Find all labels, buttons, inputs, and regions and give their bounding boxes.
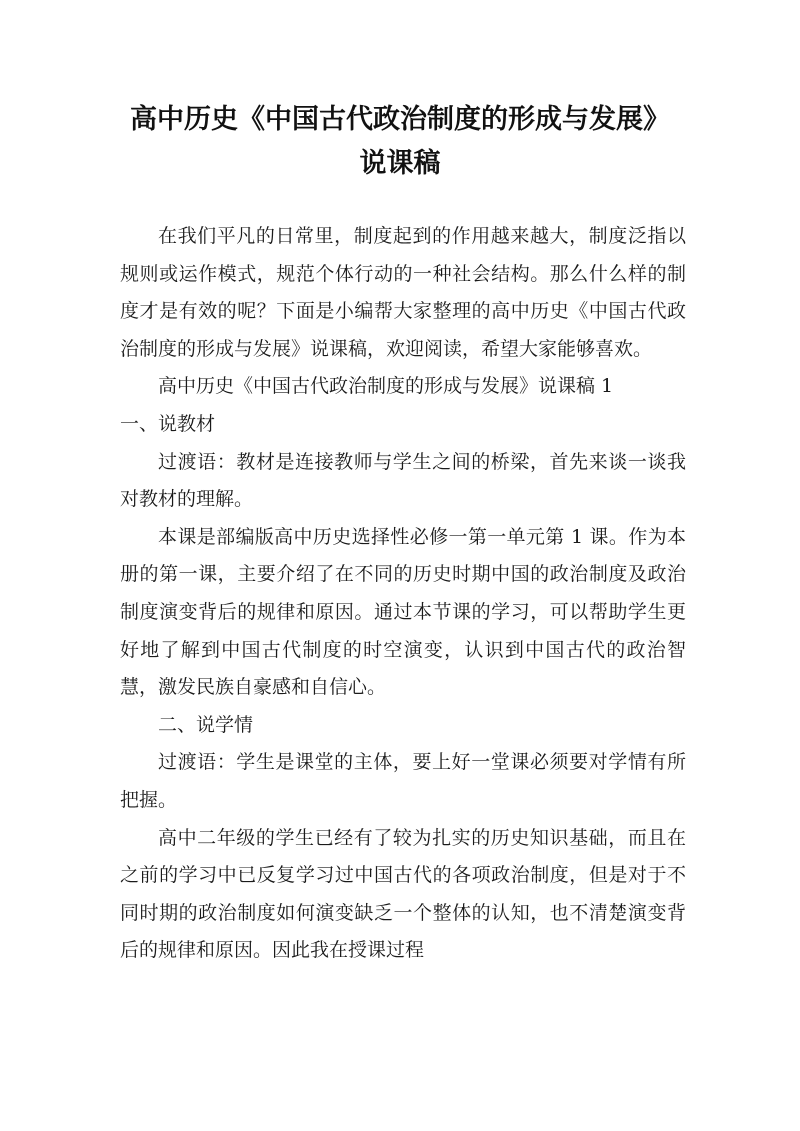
transition-paragraph-students: 过渡语：学生是课堂的主体，要上好一堂课必须要对学情有所把握。 <box>120 751 686 811</box>
students-paragraph: 高中二年级的学生已经有了较为扎实的历史知识基础，而且在之前的学习中已反复学习过中国古代的各项政治制度，但是对于不同时期的政治制度如何演变缺乏一个整体的认知，也不清楚演变背后的规律和原因。因此我在授课过程 <box>120 826 686 962</box>
textbook-paragraph: 本课是部编版高中历史选择性必修一第一单元第 1 课。作为本册的第一课，主要介绍了在不同的历史时期中国的政治制度及政治制度演变背后的规律和原因。通过本节课的学习，可以帮助学生更好地了解到中国古代制度的时空演变，认识到中国古代的政治智慧，激发民族自豪感和自信心。 <box>120 525 686 699</box>
section-heading-speech-1: 高中历史《中国古代政治制度的形成与发展》说课稿 1 <box>158 375 614 398</box>
document-title-line-1: 高中历史《中国古代政治制度的形成与发展》 <box>130 104 670 135</box>
transition-paragraph-textbook: 过渡语：教材是连接教师与学生之间的桥梁，首先来谈一谈我对教材的理解。 <box>120 450 686 511</box>
section-heading-textbook: 一、说教材 <box>120 412 216 435</box>
document-body <box>120 218 686 970</box>
section-heading-students: 二、说学情 <box>158 713 254 736</box>
document-title-line-2: 说课稿 <box>359 148 441 179</box>
intro-paragraph: 在我们平凡的日常里，制度起到的作用越来越大，制度泛指以规则或运作模式，规范个体行动的一种社会结构。那么什么样的制度才是有效的呢？下面是小编帮大家整理的高中历史《中国古代政治制度的形成与发展》说课稿，欢迎阅读，希望大家能够喜欢。 <box>120 225 686 360</box>
